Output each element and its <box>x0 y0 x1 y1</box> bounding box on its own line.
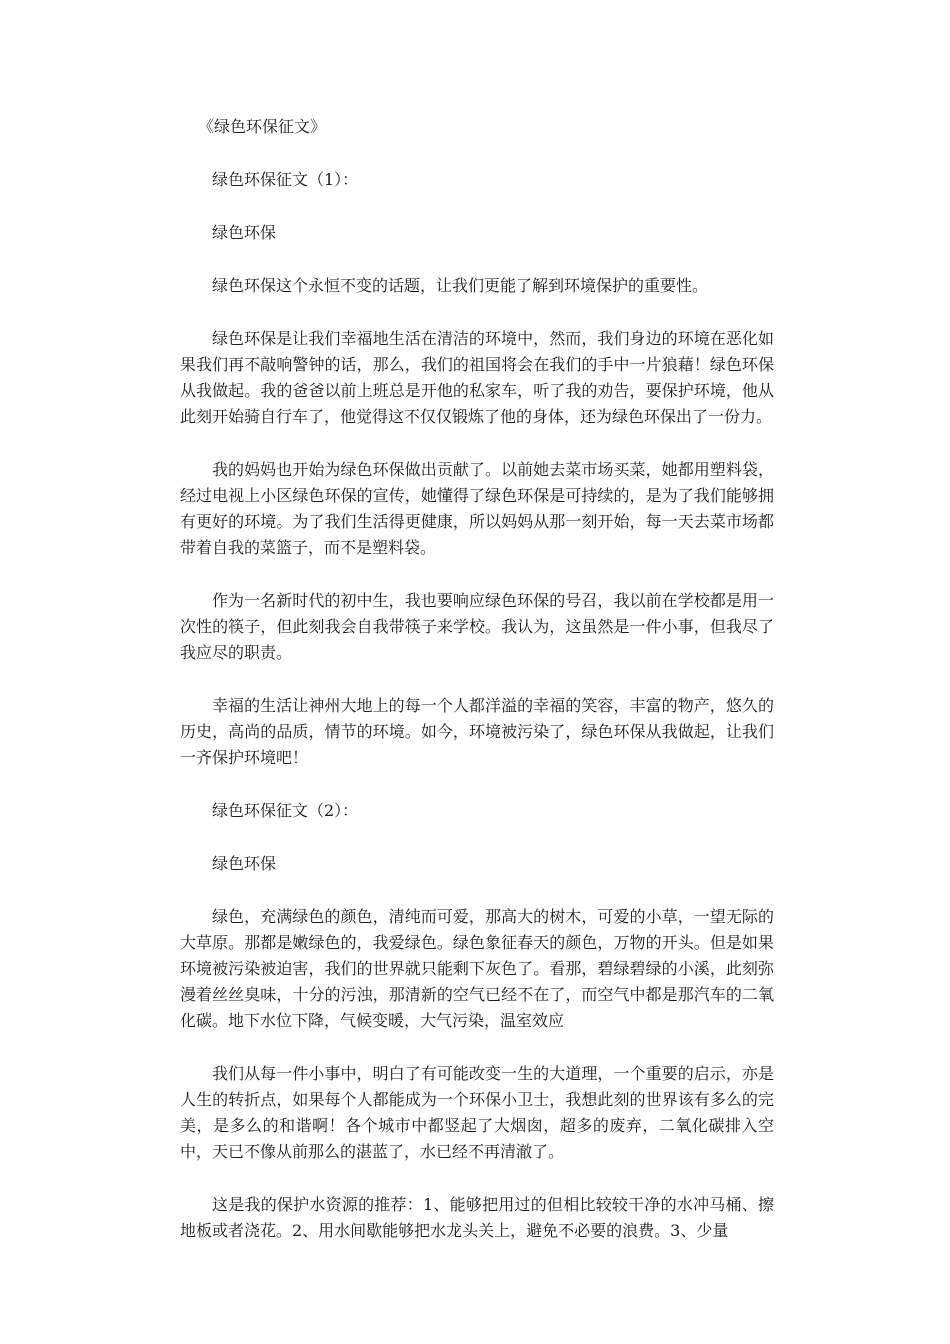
document-body <box>180 114 774 1271</box>
essay-2-paragraph-1: 绿色，充满绿色的颜色，清纯而可爱，那高大的树木，可爱的小草，一望无际的大草原。那都是嫩绿色的，我爱绿色。绿色象征春天的颜色，万物的开头。但是如果环境被污染被迫害，我们的世界就只能剩下灰色了。看那，碧绿碧绿的小溪，此刻弥漫着丝丝臭味，十分的污浊，那清新的空气已经不在了，而空气中都是那汽车的二氧化碳。地下水位下降，气候变暖，大气污染，温室效应 <box>180 907 774 1030</box>
essay-2-paragraph-3: 这是我的保护水资源的推荐：1、能够把用过的但相比较较干净的水冲马桶、擦地板或者浇花。2、用水间歇能够把水龙头关上，避免不必要的浪费。3、少量 <box>180 1195 774 1240</box>
essay-1-paragraph-1: 绿色环保这个永恒不变的话题，让我们更能了解到环境保护的重要性。 <box>212 276 709 295</box>
essay-1-paragraph-4: 作为一名新时代的初中生，我也要响应绿色环保的号召，我以前在学校都是用一次性的筷子，但此刻我会自我带筷子来学校。我认为，这虽然是一件小事，但我尽了我应尽的职责。 <box>180 591 774 662</box>
essay-2-paragraph-2: 我们从每一件小事中，明白了有可能改变一生的大道理，一个重要的启示，亦是人生的转折点，如果每个人都能成为一个环保小卫士，我想此刻的世界该有多么的完美，是多么的和谐啊！各个城市中都竖起了大烟囱，超多的废弃，二氧化碳排入空中，天已不像从前那么的湛蓝了，水已经不再清澈了。 <box>180 1064 774 1161</box>
essay-1-paragraph-3: 我的妈妈也开始为绿色环保做出贡献了。以前她去菜市场买菜，她都用塑料袋，经过电视上小区绿色环保的宣传，她懂得了绿色环保是可持续的，是为了我们能够拥有更好的环境。为了我们生活得更健康，所以妈妈从那一刻开始，每一天去菜市场都带着自我的菜篮子，而不是塑料袋。 <box>180 460 774 557</box>
essay-2-subtitle: 绿色环保 <box>212 854 277 873</box>
document-title: 《绿色环保征文》 <box>198 117 327 136</box>
essay-1-paragraph-2: 绿色环保是让我们幸福地生活在清洁的环境中，然而，我们身边的环境在恶化如果我们再不敲响警钟的话，那么，我们的祖国将会在我们的手中一片狼藉！绿色环保从我做起。我的爸爸以前上班总是开他的私家车，听了我的劝告，要保护环境，他从此刻开始骑自行车了，他觉得这不仅仅锻炼了他的身体，还为绿色环保出了一份力。 <box>180 329 774 426</box>
essay-1-heading: 绿色环保征文（1）： <box>212 170 359 189</box>
essay-2-heading: 绿色环保征文（2）： <box>212 801 359 820</box>
essay-1-subtitle: 绿色环保 <box>212 223 277 242</box>
essay-1-paragraph-5: 幸福的生活让神州大地上的每一个人都洋溢的幸福的笑容，丰富的物产，悠久的历史，高尚的品质，情节的环境。如今，环境被污染了，绿色环保从我做起，让我们一齐保护环境吧！ <box>180 696 774 767</box>
